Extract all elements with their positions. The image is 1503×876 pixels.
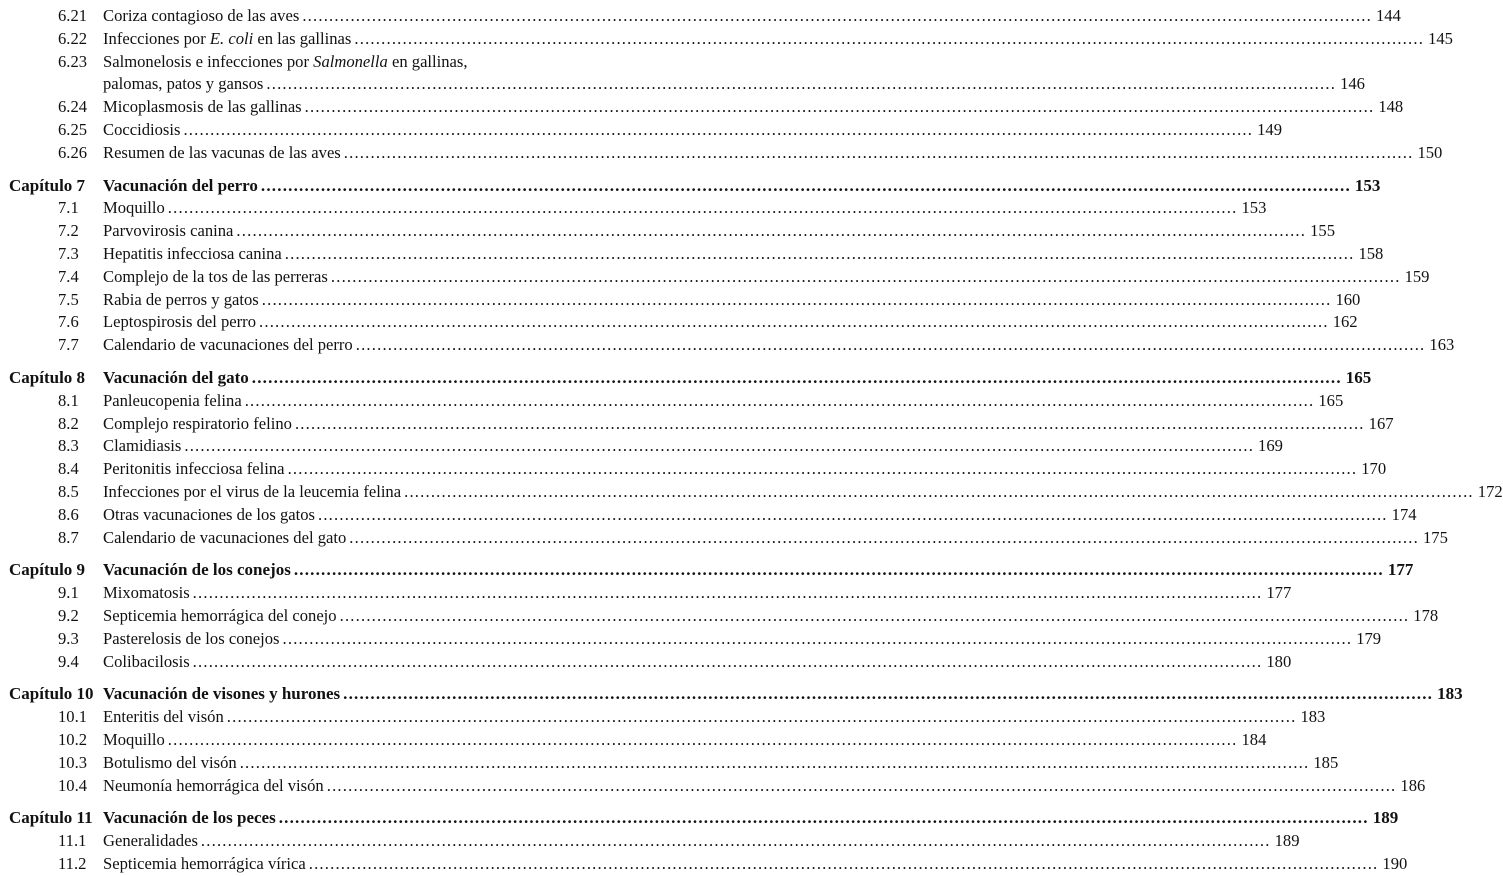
entry-title	[103, 435, 181, 458]
entry-line	[103, 28, 1453, 51]
section-number: 11.1	[58, 831, 87, 851]
chapter-heading[interactable]	[0, 367, 1372, 390]
entry-title	[103, 5, 299, 28]
entry-title	[103, 729, 165, 752]
title-text: Coriza contagioso de las aves	[103, 6, 300, 25]
dot-leader: ........................................................................................................................................................................................................	[284, 243, 1355, 263]
entry-line	[103, 651, 1292, 674]
entry-line	[103, 73, 1365, 96]
toc-entry[interactable]	[0, 51, 600, 74]
page-number: 189	[1372, 808, 1399, 828]
entry-line	[103, 706, 1326, 729]
chapter-label: Capítulo 7	[9, 175, 86, 195]
entry-line	[103, 504, 1417, 527]
dot-leader: ........................................................................................................................................................................................................	[326, 775, 1397, 795]
title-text: Complejo de la tos de las perreras	[103, 266, 328, 286]
dot-leader: ........................................................................................................................................................................................................	[354, 28, 1425, 48]
dot-leader: ........................................................................................................................................................................................................	[167, 729, 1238, 749]
entry-line	[103, 752, 1339, 775]
section-number: 10.1	[58, 707, 88, 727]
dot-leader: ........................................................................................................................................................................................................	[183, 119, 1254, 139]
entry-title	[103, 413, 292, 436]
entry-title	[103, 289, 259, 312]
title-text: Complejo respiratorio felino	[103, 413, 292, 433]
section-number: 8.3	[58, 436, 79, 456]
dot-leader: ........................................................................................................................................................................................................	[287, 459, 1358, 479]
dot-leader: ........................................................................................................................................................................................................	[339, 605, 1410, 625]
toc-entry[interactable]	[0, 390, 1344, 413]
section-number: 6.23	[58, 51, 88, 71]
title-text: Pasterelosis de los conejos	[103, 628, 280, 648]
page-number: 183	[1300, 707, 1326, 727]
dot-leader: ........................................................................................................................................................................................................	[404, 481, 1474, 501]
section-number: 8.5	[58, 481, 79, 501]
chapter-heading[interactable]	[0, 175, 1381, 198]
toc-entry[interactable]	[0, 651, 1292, 674]
section-number: 6.25	[58, 119, 88, 139]
entry-title	[103, 197, 165, 220]
title-text: Micoplasmosis de las gallinas	[103, 97, 302, 117]
page-number: 172	[1477, 481, 1503, 501]
toc-entry[interactable]	[0, 628, 1382, 651]
chapter-label: Capítulo 11	[9, 808, 93, 828]
dot-leader: ........................................................................................................................................................................................................	[278, 808, 1369, 828]
section-number: 7.6	[58, 312, 79, 332]
title-text: en gallinas,	[387, 51, 468, 71]
title-text: Moquillo	[103, 729, 165, 749]
page-number: 153	[1241, 198, 1267, 218]
chapter-line	[103, 367, 1372, 390]
title-text: Colibacilosis	[103, 651, 190, 671]
toc-entry[interactable]	[0, 96, 1404, 119]
title-text: Leptospirosis del perro	[103, 312, 256, 332]
entry-line	[103, 605, 1439, 628]
page-number: 185	[1313, 752, 1339, 772]
title-text: Septicemia hemorrágica del conejo	[103, 605, 337, 625]
section-number: 7.2	[58, 221, 79, 241]
title-text: Calendario de vacunaciones del gato	[103, 527, 347, 547]
chapter-line	[103, 683, 1463, 706]
section-number: 8.2	[58, 413, 79, 433]
page-number: 183	[1437, 684, 1463, 704]
title-text: Infecciones por	[103, 28, 210, 48]
title-text: Generalidades	[103, 831, 198, 851]
toc-entry[interactable]	[0, 853, 1408, 876]
chapter-label: Capítulo 8	[9, 367, 86, 387]
entry-title	[103, 527, 346, 550]
toc-entry[interactable]	[0, 220, 1335, 243]
page-number: 190	[1382, 853, 1408, 873]
entry-line	[103, 119, 1283, 142]
toc-entry[interactable]	[0, 504, 1417, 527]
section-number: 6.22	[58, 28, 88, 48]
page-number: 162	[1332, 312, 1358, 332]
toc-entry[interactable]	[0, 752, 1339, 775]
toc-entry[interactable]	[0, 266, 1430, 289]
section-number: 9.4	[58, 651, 79, 671]
title-text: Parvovirosis canina	[103, 221, 234, 241]
section-number: 11.2	[58, 853, 87, 873]
toc-entry[interactable]	[0, 289, 1361, 312]
entry-title	[103, 830, 198, 853]
dot-leader: ........................................................................................................................................................................................................	[308, 853, 1379, 873]
chapter-title: Vacunación del gato	[103, 367, 249, 387]
entry-title	[103, 605, 337, 628]
toc-entry[interactable]	[0, 582, 1292, 605]
page-number: 165	[1318, 390, 1344, 410]
entry-line	[103, 289, 1361, 312]
section-number: 9.3	[58, 628, 79, 648]
title-text: Salmonelosis e infecciones por	[103, 51, 314, 71]
toc-entry[interactable]	[0, 28, 1453, 51]
entry-title	[103, 628, 280, 651]
dot-leader: ........................................................................................................................................................................................................	[302, 6, 1372, 25]
page-number: 150	[1417, 142, 1443, 162]
entry-line	[103, 197, 1267, 220]
dot-leader: ........................................................................................................................................................................................................	[294, 413, 1365, 433]
entry-title	[103, 28, 351, 51]
entry-line	[103, 481, 1503, 504]
toc-entry[interactable]	[0, 119, 1283, 142]
title-text: Botulismo del visón	[103, 752, 237, 772]
section-number: 8.4	[58, 459, 79, 479]
page-number: 145	[1428, 28, 1453, 48]
title-text: Clamidiasis	[103, 436, 182, 456]
entry-line	[103, 51, 585, 74]
entry-title	[103, 706, 224, 729]
title-text: Panleucopenia felina	[103, 390, 242, 410]
page-number: 155	[1310, 221, 1335, 241]
italic-term: Salmonella	[313, 51, 388, 71]
entry-title	[103, 752, 237, 775]
toc-entry[interactable]	[0, 5, 1401, 28]
page-number: 148	[1378, 97, 1404, 117]
dot-leader: ........................................................................................................................................................................................................	[317, 504, 1388, 524]
entry-title	[103, 119, 180, 142]
dot-leader: ........................................................................................................................................................................................................	[304, 97, 1375, 117]
page-number: 177	[1387, 560, 1414, 580]
page-number: 165	[1345, 367, 1372, 387]
title-text: Neumonía hemorrágica del visón	[103, 775, 324, 795]
toc-entry[interactable]	[0, 527, 1448, 550]
page-number: 175	[1422, 527, 1448, 547]
dot-leader: ........................................................................................................................................................................................................	[192, 583, 1263, 603]
section-number: 7.3	[58, 243, 79, 263]
toc-entry[interactable]	[0, 830, 1300, 853]
dot-leader: ........................................................................................................................................................................................................	[251, 367, 1342, 387]
dot-leader: ........................................................................................................................................................................................................	[355, 335, 1426, 355]
section-number: 7.1	[58, 198, 79, 218]
entry-line	[103, 311, 1358, 334]
toc-entry[interactable]	[0, 706, 1326, 729]
section-number: 6.26	[58, 142, 88, 162]
page-number: 144	[1376, 6, 1401, 25]
dot-leader: ........................................................................................................................................................................................................	[330, 266, 1401, 286]
section-number: 8.7	[58, 527, 79, 547]
chapter-line	[103, 559, 1414, 582]
chapter-title: Vacunación de los conejos	[103, 560, 291, 580]
section-number: 9.1	[58, 583, 79, 603]
section-number: 8.6	[58, 504, 79, 524]
dot-leader: ........................................................................................................................................................................................................	[261, 289, 1332, 309]
dot-leader: ........................................................................................................................................................................................................	[244, 390, 1315, 410]
chapter-title: Vacunación del perro	[103, 175, 258, 195]
toc-entry[interactable]	[0, 729, 1267, 752]
dot-leader: ........................................................................................................................................................................................................	[343, 684, 1434, 704]
toc-entry[interactable]	[0, 775, 1426, 798]
entry-line	[103, 266, 1430, 289]
entry-line	[103, 853, 1408, 876]
dot-leader: ........................................................................................................................................................................................................	[200, 831, 1271, 851]
section-number: 10.4	[58, 775, 88, 795]
page-number: 189	[1274, 831, 1300, 851]
entry-line	[103, 458, 1387, 481]
entry-line	[103, 243, 1384, 266]
page-number: 160	[1335, 289, 1361, 309]
page-number: 149	[1257, 119, 1283, 139]
section-number: 7.7	[58, 335, 79, 355]
chapter-line	[103, 175, 1381, 198]
chapter-line	[103, 807, 1399, 830]
chapter-heading[interactable]	[0, 807, 1399, 830]
entry-title	[103, 334, 353, 357]
dot-leader: ........................................................................................................................................................................................................	[293, 560, 1384, 580]
dot-leader: ........................................................................................................................................................................................................	[184, 436, 1255, 456]
title-text: Resumen de las vacunas de las aves	[103, 142, 341, 162]
entry-line	[103, 435, 1283, 458]
toc-entry[interactable]	[0, 605, 1439, 628]
title-text: Rabia de perros y gatos	[103, 289, 259, 309]
page-number: 167	[1368, 413, 1394, 433]
entry-line	[103, 582, 1292, 605]
entry-title	[103, 504, 315, 527]
chapter-heading[interactable]	[0, 559, 1414, 582]
page-number: 174	[1391, 504, 1417, 524]
toc-entry[interactable]	[0, 197, 1267, 220]
toc-entry[interactable]	[0, 311, 1358, 334]
entry-title	[103, 51, 468, 74]
dot-leader: ........................................................................................................................................................................................................	[282, 628, 1353, 648]
chapter-heading[interactable]	[0, 683, 1463, 706]
entry-line	[103, 413, 1394, 436]
entry-title	[103, 220, 233, 243]
toc-entry[interactable]	[0, 413, 1394, 436]
entry-title	[103, 853, 306, 876]
title-text: Moquillo	[103, 198, 165, 218]
toc-entry[interactable]	[0, 481, 1503, 504]
title-text: Calendario de vacunaciones del perro	[103, 335, 353, 355]
toc-entry-continuation	[0, 73, 1365, 96]
section-number: 7.4	[58, 266, 79, 286]
page-number: 180	[1266, 651, 1292, 671]
entry-line	[103, 142, 1443, 165]
toc-entry[interactable]	[0, 334, 1455, 357]
title-text: Coccidiosis	[103, 119, 181, 139]
dot-leader: ........................................................................................................................................................................................................	[259, 312, 1329, 332]
entry-line	[103, 527, 1448, 550]
page-number: 163	[1429, 335, 1455, 355]
dot-leader: ........................................................................................................................................................................................................	[343, 142, 1414, 162]
page-number: 158	[1358, 243, 1384, 263]
entry-title	[103, 458, 285, 481]
entry-title	[103, 582, 190, 605]
section-number: 6.21	[58, 6, 88, 25]
page-number: 177	[1266, 583, 1292, 603]
entry-title	[103, 96, 302, 119]
entry-title	[103, 390, 242, 413]
entry-title	[103, 311, 256, 334]
title-text: Peritonitis infecciosa felina	[103, 459, 285, 479]
entry-line	[103, 775, 1426, 798]
title-text: en las gallinas	[253, 28, 352, 48]
page-number: 186	[1400, 775, 1426, 795]
page-number: 178	[1413, 605, 1439, 625]
chapter-label: Capítulo 10	[9, 684, 94, 704]
page-number: 169	[1258, 436, 1283, 456]
title-text: Hepatitis infecciosa canina	[103, 243, 282, 263]
entry-title	[103, 243, 282, 266]
entry-line	[103, 628, 1382, 651]
chapter-title: Vacunación de visones y hurones	[103, 684, 341, 704]
entry-line	[103, 390, 1344, 413]
section-number: 10.2	[58, 729, 88, 749]
page-number: 153	[1354, 175, 1381, 195]
entry-line	[103, 830, 1300, 853]
section-number: 6.24	[58, 97, 88, 117]
entry-line	[103, 5, 1401, 28]
page-number: 170	[1361, 459, 1387, 479]
section-number: 10.3	[58, 752, 88, 772]
toc-entry[interactable]	[0, 243, 1384, 266]
entry-line	[103, 96, 1404, 119]
toc-entry[interactable]	[0, 458, 1387, 481]
entry-title	[103, 775, 324, 798]
section-number: 8.1	[58, 390, 79, 410]
entry-line	[103, 729, 1267, 752]
dot-leader: ........................................................................................................................................................................................................	[349, 527, 1419, 547]
toc-entry[interactable]	[0, 435, 1283, 458]
entry-title	[103, 266, 328, 289]
entry-line	[103, 334, 1455, 357]
title-text: Otras vacunaciones de los gatos	[103, 504, 315, 524]
toc-entry[interactable]	[0, 142, 1443, 165]
chapter-label: Capítulo 9	[9, 560, 86, 580]
entry-line	[103, 220, 1335, 243]
entry-title-continued: palomas, patos y gansos	[103, 74, 264, 94]
dot-leader: ........................................................................................................................................................................................................	[260, 175, 1351, 195]
dot-leader: ........................................................................................................................................................................................................	[239, 752, 1310, 772]
title-text: Mixomatosis	[103, 583, 190, 603]
page-number: 184	[1241, 729, 1267, 749]
dot-leader: ........................................................................................................................................................................................................	[266, 74, 1337, 94]
entry-title	[103, 651, 190, 674]
page-number: 179	[1356, 628, 1382, 648]
dot-leader: ........................................................................................................................................................................................................	[226, 707, 1297, 727]
chapter-title: Vacunación de los peces	[103, 808, 276, 828]
page-number: 146	[1340, 74, 1365, 94]
title-text: Septicemia hemorrágica vírica	[103, 853, 306, 873]
entry-title	[103, 481, 401, 504]
page-number: 159	[1404, 266, 1430, 286]
section-number: 7.5	[58, 289, 79, 309]
italic-term: E. coli	[209, 28, 254, 48]
title-text: Infecciones por el virus de la leucemia felina	[103, 481, 402, 501]
dot-leader: ........................................................................................................................................................................................................	[236, 221, 1307, 241]
section-number: 9.2	[58, 605, 79, 625]
entry-title	[103, 142, 341, 165]
dot-leader: ........................................................................................................................................................................................................	[167, 198, 1238, 218]
dot-leader: ........................................................................................................................................................................................................	[192, 651, 1263, 671]
title-text: Enteritis del visón	[103, 707, 224, 727]
